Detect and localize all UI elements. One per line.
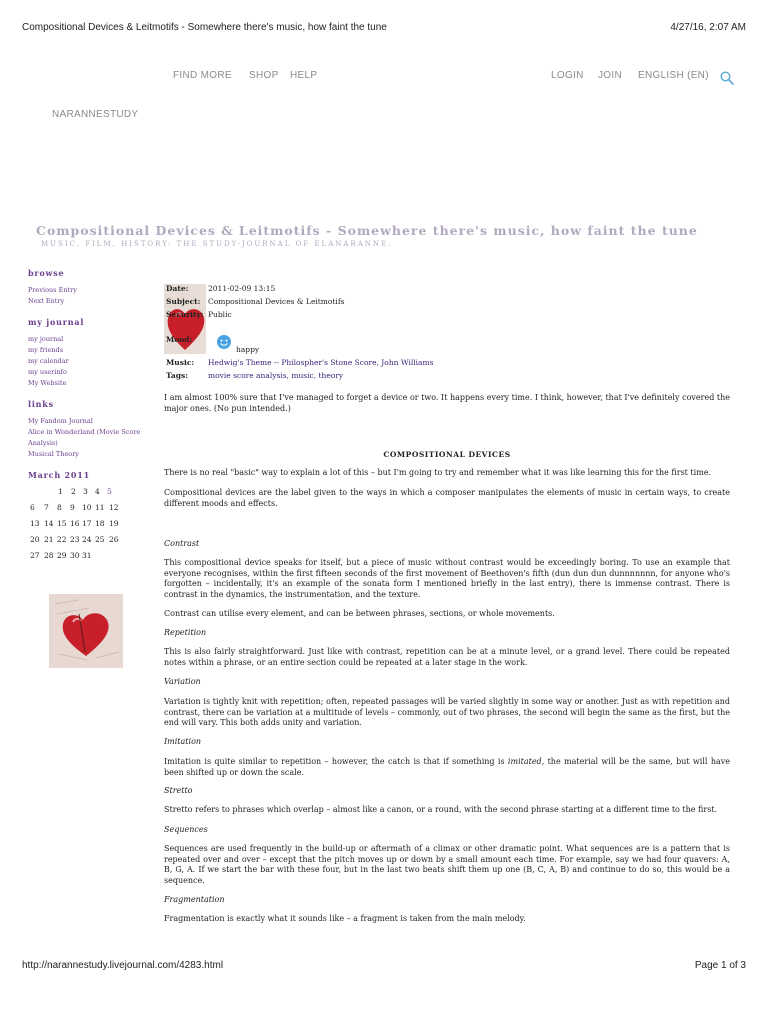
entry-paragraph: Compositional devices are the label given to the ways in which a composer manipulates the elements of music in certain ways, to create different moods and effects. xyxy=(164,488,730,508)
subheading-stretto: Stretto xyxy=(164,786,193,795)
entry-music: Hedwig's Theme -- Philospher's Stone Score, John Williams xyxy=(208,358,434,367)
calendar-day: 15 xyxy=(57,519,67,528)
subheading-repetition: Repetition xyxy=(164,628,207,637)
print-header xyxy=(22,22,746,36)
journal-username[interactable]: NARANNESTUDY xyxy=(52,109,139,120)
calendar-day: 29 xyxy=(57,551,67,560)
entry-paragraph: Stretto refers to phrases which overlap – almost like a canon, or a round, with the second phrase starting at a different time to the first. xyxy=(164,805,718,814)
calendar-day: 11 xyxy=(95,503,105,512)
subject-label: Subject: xyxy=(166,297,201,306)
entry-security: Public xyxy=(208,310,232,319)
calendar-row xyxy=(28,535,148,551)
nav-language[interactable]: ENGLISH (EN) xyxy=(638,70,709,81)
subheading-fragmentation: Fragmentation xyxy=(164,895,225,904)
previous-entry-link[interactable]: Previous Entry xyxy=(28,286,77,294)
calendar-day: 3 xyxy=(83,487,88,496)
print-footer xyxy=(22,960,746,974)
page-subtitle: MUSIC, FILM, HISTORY: THE STUDY-JOURNAL OF ELANARANNE. xyxy=(41,240,393,248)
top-nav xyxy=(0,70,768,84)
imitation-text-a: Imitation is quite similar to repetition – however, the catch is that if something is xyxy=(164,757,508,766)
calendar-day: 2 xyxy=(71,487,76,496)
my-calendar-link[interactable]: my calendar xyxy=(28,357,69,365)
my-journal-link[interactable]: my journal xyxy=(28,335,64,343)
calendar-day: 9 xyxy=(70,503,75,512)
entry-tags[interactable]: movie score analysis, music, theory xyxy=(208,371,344,380)
sidebar-browse xyxy=(28,268,148,307)
entry-paragraph: This is also fairly straightforward. Just like with contrast, repetition can be at a minute level, or a grand level. There could be repeated notes within a phrase, or an entire section could be repeated at a later stage in the work. xyxy=(164,647,730,667)
alice-analysis-link-cont[interactable]: Analysis) xyxy=(28,439,58,447)
entry-paragraph: Sequences are used frequently in the build-up or aftermath of a climax or other dramatic point. What sequences are is a pattern that is repeated over and over – except that the pitch moves up or down by a small amount each time. For example, say we had four quavers: A, B, G, A. If we start the bar with these four, but in the last two beats shift them up one (B, C, A, B) and continue to do so, this would be a sequence. xyxy=(164,844,730,885)
calendar-day: 13 xyxy=(30,519,40,528)
entry-date: 2011-02-09 13:15 xyxy=(208,284,276,293)
entry-meta xyxy=(164,282,730,386)
tags-label: Tags: xyxy=(166,371,188,380)
nav-shop[interactable]: SHOP xyxy=(249,70,279,81)
imitation-text-b: , the material will be the same, but will have been shifted up or down the scale. xyxy=(164,757,730,777)
music-label: Music: xyxy=(166,358,195,367)
subheading-sequences: Sequences xyxy=(164,825,208,834)
entry-paragraph: Contrast can utilise every element, and can be between phrases, sections, or whole movements. xyxy=(164,609,555,618)
calendar-day: 12 xyxy=(109,503,119,512)
search-icon[interactable] xyxy=(720,71,734,85)
nav-join[interactable]: JOIN xyxy=(598,70,622,81)
calendar-heading[interactable]: March 2011 xyxy=(28,470,90,480)
calendar-day: 16 xyxy=(70,519,80,528)
calendar-day: 6 xyxy=(30,503,35,512)
calendar-grid xyxy=(28,487,148,567)
print-url: http://narannestudy.livejournal.com/4283.html xyxy=(22,960,224,971)
section-heading: COMPOSITIONAL DEVICES xyxy=(383,450,511,459)
calendar-day: 17 xyxy=(82,519,92,528)
security-label: Security: xyxy=(166,310,204,319)
calendar-day: 26 xyxy=(109,535,119,544)
musical-theory-link[interactable]: Musical Theory xyxy=(28,450,79,458)
page-title: Compositional Devices & Leitmotifs - Somewhere there's music, how faint the tune xyxy=(36,223,698,238)
heart-image xyxy=(49,594,123,668)
entry-mood: happy xyxy=(236,345,260,354)
subheading-contrast: Contrast xyxy=(164,539,200,548)
calendar-day: 25 xyxy=(95,535,105,544)
entry-content xyxy=(164,282,730,386)
calendar-day: 18 xyxy=(95,519,105,528)
my-userinfo-link[interactable]: my userinfo xyxy=(28,368,67,376)
calendar-day: 28 xyxy=(44,551,54,560)
date-label: Date: xyxy=(166,284,189,293)
entry-paragraph: This compositional device speaks for itself, but a piece of music without contrast would be exceedingly boring. To use an example that everyone recognises, within the first fifteen seconds of the first movement of Beethoven's fifth (dun dun dun dunnnnnnn, for anyone who's forgotten – incidentally, it's an example of the sonata form I mentioned briefly in the last entry), there is immense contrast. There is contrast in the dynamics, the instrumentation, and the texture. xyxy=(164,558,730,599)
my-website-link[interactable]: My Website xyxy=(28,379,67,387)
nav-help[interactable]: HELP xyxy=(290,70,318,81)
calendar-row xyxy=(28,519,148,535)
calendar-day: 23 xyxy=(70,535,80,544)
subheading-imitation: Imitation xyxy=(164,737,202,746)
calendar-day: 4 xyxy=(95,487,100,496)
calendar-day: 27 xyxy=(30,551,40,560)
calendar-day: 24 xyxy=(82,535,92,544)
calendar-day: 1 xyxy=(58,487,63,496)
calendar-day: 14 xyxy=(44,519,54,528)
entry-paragraph: Variation is tightly knit with repetition; often, repeated passages will be varied slightly in some way or another. Just as with repetition and contrast, there can be variation at a multitude of levels – commonly, out of two phrases, the second will begin the same as the first, but the end will vary. This both adds unity and variation. xyxy=(164,697,730,727)
imitation-text-em: imitated xyxy=(507,757,542,766)
sidebar-heading-browse: browse xyxy=(28,268,65,278)
nav-find-more[interactable]: FIND MORE xyxy=(173,70,232,81)
calendar-row xyxy=(28,551,148,567)
calendar-day: 30 xyxy=(70,551,80,560)
alice-analysis-link[interactable]: Alice in Wonderland (Movie Score xyxy=(28,428,141,436)
entry-subject: Compositional Devices & Leitmotifs xyxy=(208,297,345,306)
calendar-day-link[interactable]: 5 xyxy=(107,487,112,496)
calendar-day: 8 xyxy=(57,503,62,512)
calendar-day: 31 xyxy=(82,551,92,560)
entry-paragraph: There is no real "basic" way to explain a lot of this – but I'm going to try and remember what it was like learning this for the first time. xyxy=(164,468,712,477)
print-datetime: 4/27/16, 2:07 AM xyxy=(670,22,746,33)
print-page-number: Page 1 of 3 xyxy=(694,960,746,971)
calendar-day: 7 xyxy=(44,503,49,512)
entry-paragraph xyxy=(164,757,730,778)
subheading-variation: Variation xyxy=(164,677,201,686)
calendar-row xyxy=(28,487,148,503)
sidebar-heading-my-journal: my journal xyxy=(28,317,85,327)
entry-paragraph: Fragmentation is exactly what it sounds like – a fragment is taken from the main melody. xyxy=(164,914,526,923)
calendar-day: 19 xyxy=(109,519,119,528)
sidebar-my-journal xyxy=(28,317,148,389)
next-entry-link[interactable]: Next Entry xyxy=(28,297,65,305)
sidebar-calendar xyxy=(28,470,148,567)
my-friends-link[interactable]: my friends xyxy=(28,346,64,354)
sidebar xyxy=(28,268,148,577)
fandom-journal-link[interactable]: My Fandom Journal xyxy=(28,417,93,425)
nav-login[interactable]: LOGIN xyxy=(551,70,584,81)
calendar-day: 10 xyxy=(82,503,92,512)
calendar-day: 22 xyxy=(57,535,67,544)
mood-label: Mood: xyxy=(166,335,193,344)
sidebar-links xyxy=(28,399,148,460)
calendar-day: 20 xyxy=(30,535,40,544)
calendar-row xyxy=(28,503,148,519)
entry-intro: I am almost 100% sure that I've managed to forget a device or two. It happens every time. I think, however, that I've definitely covered the major ones. (No pun intended.) xyxy=(164,393,730,413)
calendar-day: 21 xyxy=(44,535,54,544)
sidebar-heading-links: links xyxy=(28,399,54,409)
print-title: Compositional Devices & Leitmotifs - Somewhere there's music, how faint the tune xyxy=(22,22,387,33)
